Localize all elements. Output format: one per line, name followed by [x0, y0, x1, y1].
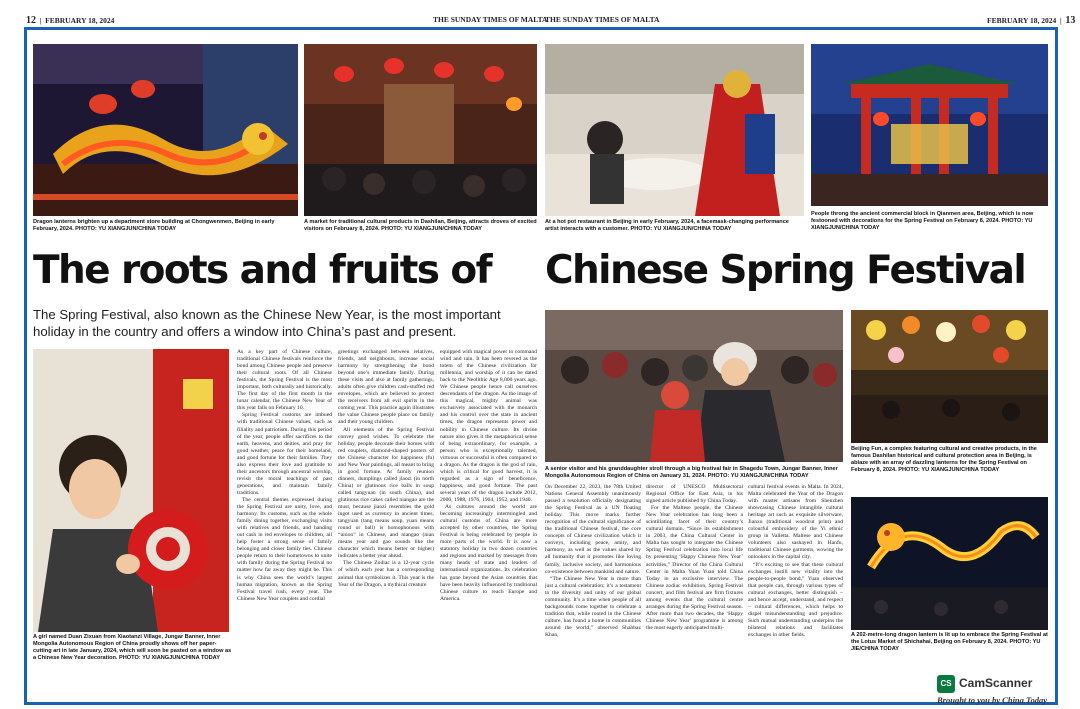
article-column-5: director of UNESCO Multisectoral Regional Office for East Asia, in his signed article published by China Today. For the Maltese people, the Chinese New Year celebration has long been a scintillating facet of their country’s cultural domain. “Since its establishment in 2003, the China Cultural Center in Malta has sought to integrate the Chinese Spring Festival celebration into local life by presenting ‘Happy Chinese New Year’ activities,” Director of the China Cultural Center in Malta Yuan Yuan told China Today in an exclusive interview. The Chinese zodiac exhibition, Spring Festival concert, and film festival are firm fixtures among events that the cultural centre arranges during the Spring Festival season. After more than two decades, the ‘Happy Chinese New Year’ programme is among the most eagerly anticipated multi- — [646, 484, 743, 631]
article-column-3: equipped with magical power to command wind and rain. It has been revered as the totem of the Chinese civilization for millennia, and worship of it can be dated back to the Neolithic Age 8,000 years ago. We Chinese people hence call ourselves descendants of the dragon. As the image of this magical, mighty animal was exclusively associated with the monarch and his control over the state in ancient times, the dragon represents power and nobility in Chinese culture. Its divine nature also gives it the metaphorical sense of being extraordinary, for example, a person who is exceptionally talented, virtuous or successful is often compared to a dragon. As the dragon is the god of rain, which is critical for good harvest, it is regarded as a sign of beneficence, happiness, and good fortune. The past several years of the dragon include 2012, 2000, 1988, 1976, 1964, 1952, and 1940. As cultures around the world are becoming increasingly intermingled and cultural customs of China are more accepted by other countries, the Spring Festival is being celebrated by people in more parts of the world. It is now a statutory holiday in two dozen countries and regions and marked by messages from many heads of state and leaders of international organizations. Its celebration has gone beyond the Asian countries that have been heavily influenced by traditional Chinese culture to reach Europe and America. — [440, 349, 537, 602]
festival-fair-photo — [545, 310, 843, 462]
article-column-1: As a key part of Chinese culture, traditional Chinese festivals reinforce the bond among Chinese people and preserve their cultural roots. Of all Chinese festivals, the Spring Festival is the most important, both culturally and historically. The first day of the first month in the lunar calendar, the Chinese New Year of this year falls on February 10. Spring Festival customs are imbued with traditional Chinese values, such as filiality and patriotism. During this period of the year, people offer sacrifices to the earth, heavens, and deities, and pray for good weather, peace for their homeland, and good fortune for their families. They also express their love and gratitude to their ancestors through ancestral worship, revisit the moral teachings of past generations, and maintain family traditions. The central themes expressed during the Spring Festival are unity, love, and harmony. Its customs, such as the whole family dining together, exchanging visits with relatives and friends, and handing out cash in red envelopes to children, all help foster a strong sense of family belonging and closer family ties. Chinese people return to their hometowns to unite with family during the Spring Festival no matter how far away they might be. This is why China sees the world’s largest human migration, known as the Spring Festival travel rush, every year. The Chinese New Year couplets and cordial — [237, 349, 332, 602]
beijing-fun-caption: Beijing Fun, a complex featuring cultural and creative products, in the famous Dashilan historical and cultural protection area in Beijing, is ablaze with an array of dazzling lanterns for the Spring Festival on February 8, 2024. PHOTO: YU XIANGJUN/CHINA TODAY — [851, 446, 1037, 473]
qianmen-photo — [811, 44, 1048, 206]
beijing-fun-photo — [851, 310, 1048, 443]
hot-pot-caption: At a hot pot restaurant in Beijing in early February, 2024, a facemask-changing performance artist interacts with a customer. PHOTO: YU XIANGJUN/CHINA TODAY — [545, 219, 789, 232]
camscanner-logo-icon: CS — [937, 675, 955, 693]
dragon-lanterns-photo — [33, 44, 298, 216]
article-column-6: cultural festival events in Malta. In 2024, Malta celebrated the Year of the Dragon with master artisans from Shenzhen showcasing Chinese intangible cultural heritage art such as exquisite silverware, Jianxu (traditional woodcut print) and colourful embroidery of the Yi ethnic group in Valletta. Maltese and Chinese volunteers also sashayed in Hanfu, traditional Chinese garments, wowing the onlookers in the capital city. “It’s exciting to see that these cultural exchanges instill new vitality into the people-to-people bond,” Yuan observed that people can, through various types of cultural exchanges, better distinguish – and hence accept, understand, and respect – cultural differences, which helps to dispel misunderstanding and prejudice. Such mutual understanding underpins the bilateral relations and facilitates exchanges in other fields. — [748, 484, 843, 638]
headline-right: Chinese Spring Festival — [545, 248, 1026, 293]
lotus-market-caption: A 202-metre-long dragon lantern is lit up to embrace the Spring Festival at the Lotus Market of Shichahai, Beijing on February 8, 2024. PHOTO: YU JIE/CHINA TODAY — [851, 632, 1048, 652]
brought-to-you-line: Brought to you by China Today — [937, 695, 1047, 705]
hot-pot-photo — [545, 44, 804, 216]
girl-papercut-caption: A girl named Duan Zixuan from Xiaotanzi Village, Jungar Banner, Inner Mongolia Autonomous Region of China proudly shows off her paper-cutting art in late January, 2024, which will soon be pasted on a window as a Chinese New Year decoration. PHOTO: YU XIANGJUN/CHINA TODAY — [33, 634, 232, 661]
headline-left: The roots and fruits of — [33, 248, 491, 293]
standfirst: The Spring Festival, also known as the Chinese New Year, is the most important holiday in the country and offers a window into China’s past and present. — [33, 307, 501, 339]
article-column-2: greetings exchanged between relatives, friends, and neighbours, increase social harmony by strengthening the bond beyond one’s immediate family. During these visits and also at family gatherings, adults often give children cash-stuffed red envelopes, which are believed to protect the receivers from all evil spirits in the coming year. This practice again illustrates the value Chinese people place on family and their young children. All elements of the Spring Festival convey good wishes. To celebrate the holiday, people decorate their homes with red couplets, diamond-shaped posters of the Chinese character for happiness (fu) and New Year paintings, all meant to bring in good fortune. At family reunion dinners, dumplings called jiaozi (in north China) or glutinous rice balls in soup called tangyuan (in south China), and glutinous rice cakes called niangao are the must, because jiaozi resembles the gold ingot used as currency in ancient times, tangyuan (tang means soup, yuan means round or ball) is homophonous with “union” in Chinese, and niangao (nian means year and gao sounds like the character which means better or higher) indicates a better year ahead. The Chinese Zodiac is a 12-year cycle of which each year has a corresponding animal that symbolizes it. This year is the Year of the Dragon, a mythical creature — [338, 349, 434, 588]
dragon-lanterns-caption: Dragon lanterns brighten up a department store building at Chongwenmen, Beijing in early February, 2024. PHOTO: YU XIANGJUN/CHINA TODAY — [33, 219, 275, 232]
right-folio: FEBRUARY 18, 2024 | 13 — [987, 15, 1076, 26]
article-column-4: On December 22, 2023, the 78th United Nations General Assembly unanimously passed a resolution officially designating the Spring Festival as a UN floating holiday. This move marks further recognition of the cultural significance of the traditional Chinese festival, the core concepts of Chinese civilization which it conveys, including peace, amity, and harmony, as well as the values shared by all humanity that it promotes like loving family, inclusive society, and harmonious co-existence between mankind and nature. “The Chinese New Year is more than just a cultural celebration; it’s a testament to the diversity and unity of our global community. It’s a time when people of all backgrounds come together to celebrate a tradition that, while rooted in the Chinese culture, has found a home in communities around the world,” observed Shahbaz Khan, — [545, 484, 641, 638]
qianmen-caption: People throng the ancient commercial block in Qianmen area, Beijing, which is now festooned with decorations for the Spring Festival on February 8, 2024. PHOTO: YU XIANGJUN/CHINA TODAY — [811, 211, 1034, 231]
market-caption: A market for traditional cultural products in Dashilan, Beijing, attracts droves of excited visitors on February 8, 2024. PHOTO: YU XIANGJUN/CHINA TODAY — [304, 219, 537, 232]
festival-fair-caption: A senior visitor and his granddaughter stroll through a big festival fair in Shagedu Town, Jungar Banner, Inner Mongolia Autonomous Region of China on January 31, 2024. PHOTO: YU XIANGJUN/CHINA TODAY — [545, 466, 838, 479]
girl-papercut-photo — [33, 349, 229, 632]
camscanner-watermark — [937, 673, 1067, 709]
lotus-market-photo — [851, 497, 1048, 630]
camscanner-name: CamScanner — [959, 676, 1033, 690]
market-photo — [304, 44, 537, 216]
right-masthead-title: THE SUNDAY TIMES OF MALTA — [545, 15, 660, 24]
left-masthead-title: THE SUNDAY TIMES OF MALTA — [433, 15, 548, 24]
left-folio: 12 | FEBRUARY 18, 2024 — [26, 15, 115, 26]
